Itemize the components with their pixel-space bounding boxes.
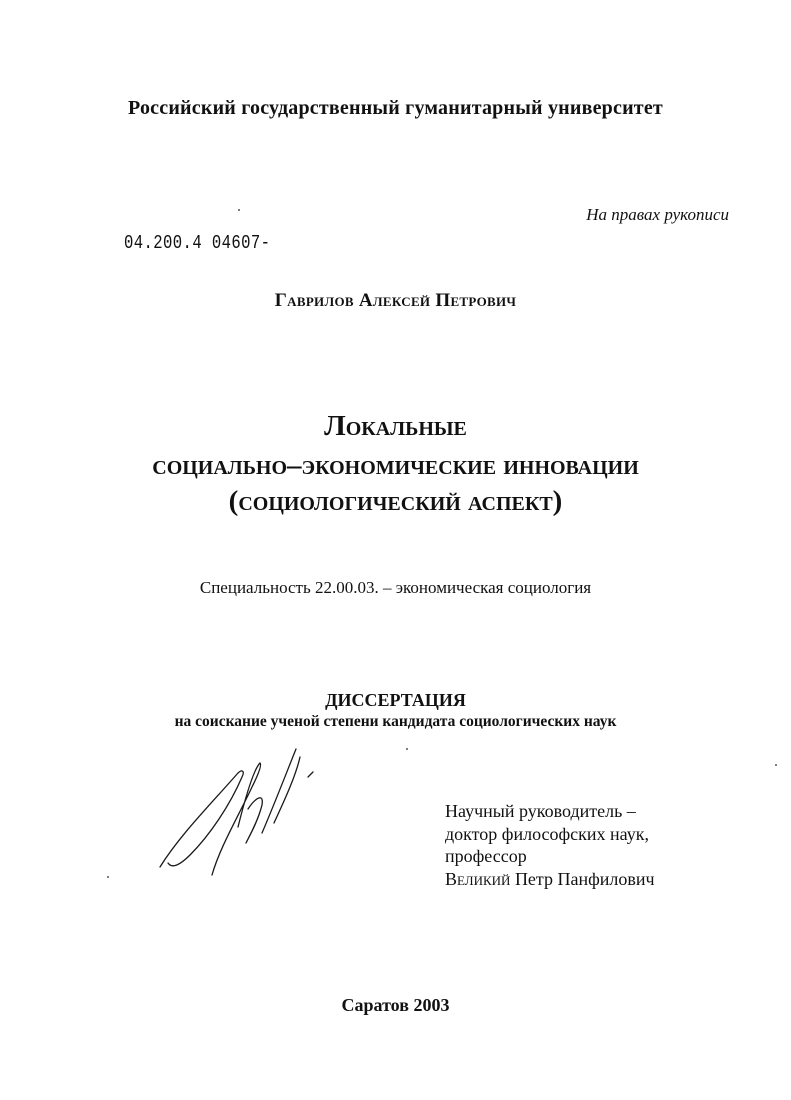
university-name: Российский государственный гуманитарный университет bbox=[128, 97, 663, 119]
title-line-1: Локальные bbox=[324, 410, 467, 442]
supervisor-surname: Великий bbox=[445, 868, 511, 889]
scan-speck bbox=[406, 748, 408, 750]
degree-line: на соискание ученой степени кандидата социологических наук bbox=[174, 713, 617, 730]
title-line-2: социально–экономические инновации bbox=[152, 449, 639, 481]
signature-mark bbox=[150, 735, 330, 885]
supervisor-block bbox=[445, 800, 655, 890]
supervisor-rank: профессор bbox=[445, 846, 527, 866]
document-type: ДИССЕРТАЦИЯ bbox=[325, 690, 466, 710]
supervisor-role: Научный руководитель – bbox=[445, 801, 636, 821]
supervisor-name bbox=[445, 868, 655, 891]
scan-speck bbox=[775, 764, 777, 766]
supervisor-degree: доктор философских наук, bbox=[445, 823, 649, 844]
supervisor-given-names: Петр Панфилович bbox=[514, 868, 655, 889]
specialty: Специальность 22.00.03. – экономическая социология bbox=[199, 578, 592, 597]
registration-number: 04.200.4 04607- bbox=[124, 232, 271, 254]
city-year: Саратов 2003 bbox=[341, 995, 450, 1015]
scan-speck bbox=[238, 209, 240, 211]
title-line-3: (социологический аспект) bbox=[228, 485, 563, 517]
manuscript-note: На правах рукописи bbox=[586, 205, 729, 224]
author-name: Гаврилов Алексей Петрович bbox=[274, 290, 517, 311]
scan-speck bbox=[107, 876, 109, 878]
